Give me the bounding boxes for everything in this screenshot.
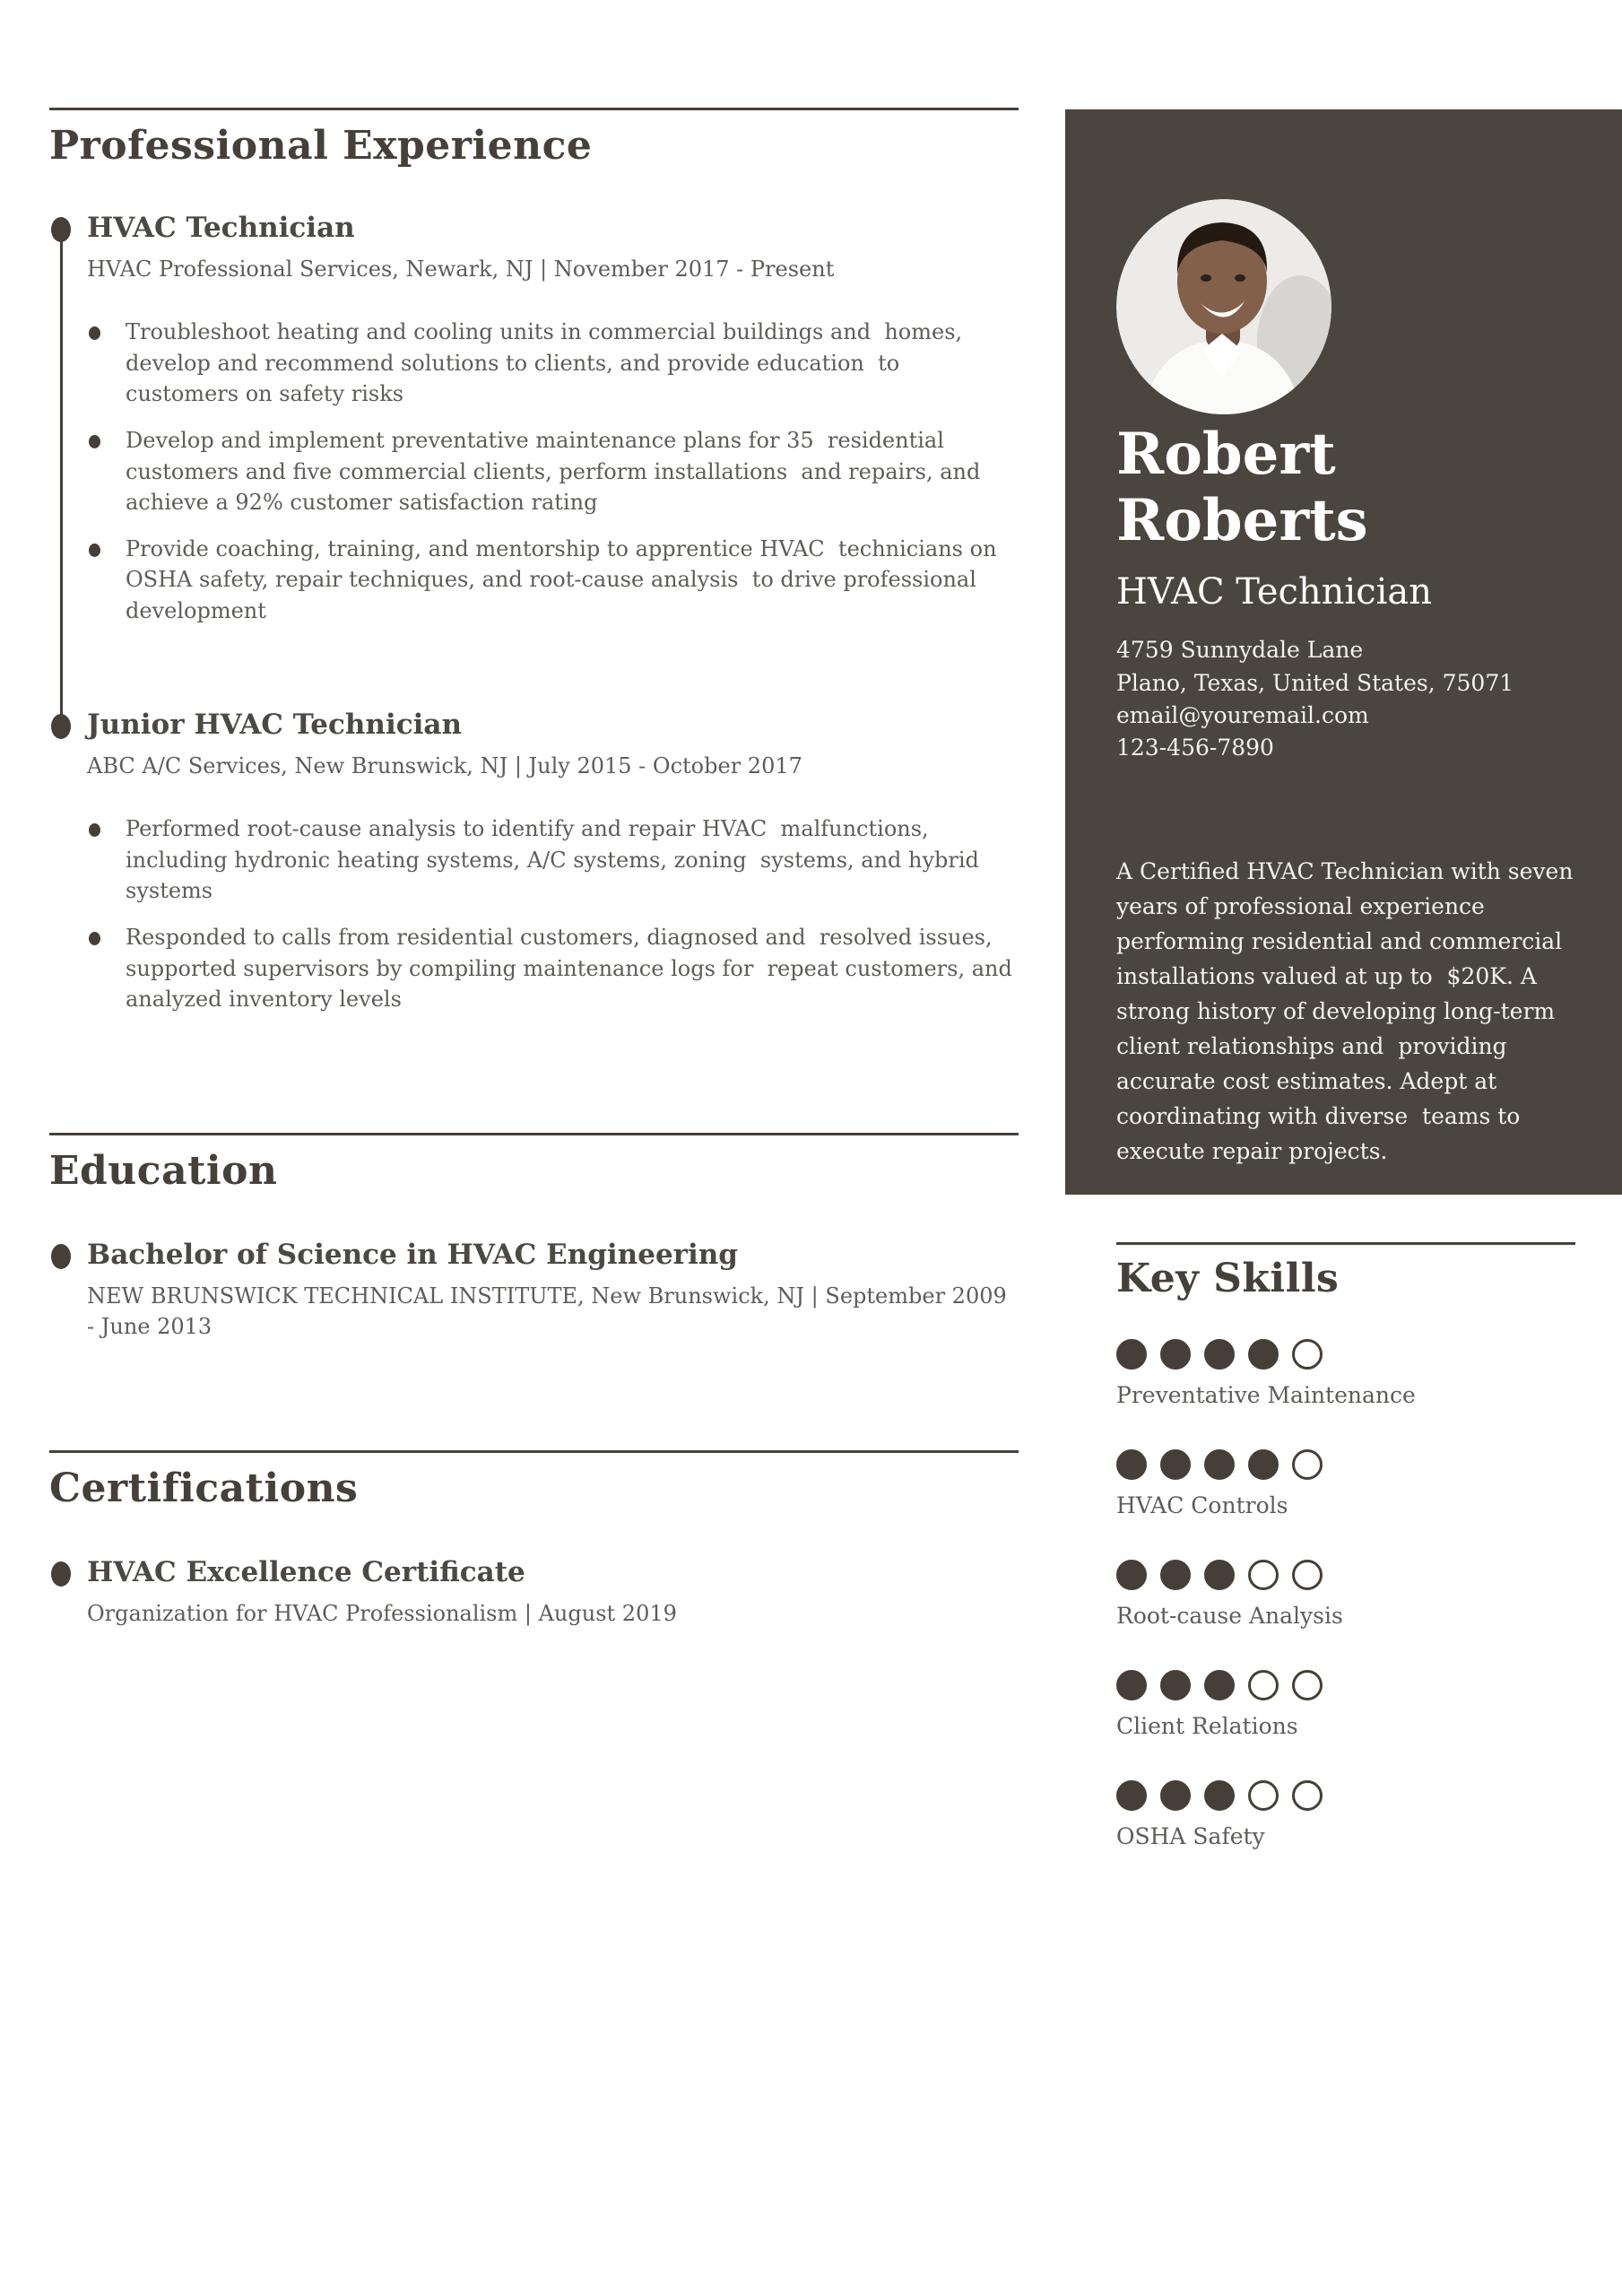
main-column (49, 0, 1019, 1629)
skill-dot-filled (1248, 1449, 1279, 1480)
job-bullet: Provide coaching, training, and mentorship to apprentice HVAC technicians on OSHA safety, repair techniques, and root-cause analysis to drive professional development (87, 534, 1013, 626)
skill-label: Root-cause Analysis (1116, 1603, 1343, 1629)
job-bullet: Performed root-cause analysis to identify and repair HVAC malfunctions, including hydronic heating systems, A/C systems, zoning systems, and hybrid systems (87, 813, 1013, 906)
skill-dot-filled (1160, 1670, 1191, 1700)
skill-dot-filled (1204, 1449, 1235, 1480)
skill-dot-filled (1204, 1560, 1235, 1590)
profile-photo (1116, 199, 1331, 414)
experience-heading: Professional Experience (49, 123, 593, 169)
profile-photo-illustration (1116, 199, 1331, 414)
skill-label: Preventative Maintenance (1116, 1382, 1416, 1408)
key-skills-section (1116, 1242, 1575, 1891)
contact-email: email@youremail.com (1116, 701, 1369, 728)
skill-dot-filled (1116, 1449, 1147, 1480)
skill-rating (1116, 1560, 1575, 1590)
certifications-section (49, 1450, 1019, 1629)
skill-rating (1116, 1670, 1575, 1700)
skill-label: OSHA Safety (1116, 1823, 1265, 1849)
skill-rating (1116, 1449, 1575, 1480)
person-first-name: Robert (1116, 421, 1336, 488)
job-bullet: Troubleshoot heating and cooling units in commercial buildings and homes, develop and recommend solutions to clients, and provide education to customers on safety risks (87, 317, 1013, 409)
skill-dot-filled (1116, 1339, 1147, 1370)
section-divider (49, 108, 1019, 110)
skill-item (1116, 1339, 1575, 1408)
skill-item (1116, 1670, 1575, 1739)
contact-address-line2: Plano, Texas, United States, 75071 (1116, 669, 1514, 696)
contact-phone: 123-456-7890 (1116, 735, 1274, 761)
skill-item (1116, 1560, 1575, 1629)
skill-label: Client Relations (1116, 1713, 1298, 1739)
skill-dot-empty (1248, 1780, 1279, 1811)
certifications-heading: Certifications (49, 1465, 359, 1511)
job-entry (49, 212, 1019, 626)
contact-address-line1: 4759 Sunnydale Lane (1116, 637, 1364, 664)
key-skills-heading: Key Skills (1116, 1256, 1340, 1301)
skill-dot-filled (1204, 1780, 1235, 1811)
job-title: HVAC Technician (87, 212, 355, 244)
skill-dot-empty (1248, 1670, 1279, 1700)
skill-dot-empty (1292, 1449, 1323, 1480)
skill-rating (1116, 1339, 1575, 1370)
person-last-name: Roberts (1116, 487, 1368, 555)
skill-dot-filled (1204, 1670, 1235, 1700)
skill-dot-filled (1116, 1560, 1147, 1590)
skill-item (1116, 1449, 1575, 1518)
skills-list (1116, 1339, 1575, 1849)
skill-dot-empty (1292, 1670, 1323, 1700)
skill-rating (1116, 1780, 1575, 1811)
contact-block (1116, 634, 1573, 764)
skill-dot-empty (1292, 1780, 1323, 1811)
education-heading: Education (49, 1148, 278, 1195)
skill-dot-empty (1292, 1560, 1323, 1590)
person-job-title: HVAC Technician (1116, 571, 1433, 613)
certification-meta: Organization for HVAC Professionalism | August 2019 (87, 1600, 677, 1626)
education-title: Bachelor of Science in HVAC Engineering (87, 1239, 738, 1272)
section-divider (1116, 1242, 1575, 1245)
skill-label: HVAC Controls (1116, 1492, 1288, 1518)
job-bullet: Responded to calls from residential customers, diagnosed and resolved issues, supported supervisors by compiling maintenance logs for repeat customers, and analyzed inventory levels (87, 922, 1013, 1014)
skill-dot-filled (1160, 1560, 1191, 1590)
certification-title: HVAC Excellence Certificate (87, 1555, 525, 1588)
section-divider (49, 1133, 1019, 1135)
job-meta: ABC A/C Services, New Brunswick, NJ | July 2015 - October 2017 (87, 753, 802, 779)
skill-dot-filled (1160, 1449, 1191, 1480)
skill-item (1116, 1780, 1575, 1849)
skill-dot-filled (1248, 1339, 1279, 1370)
job-entry (49, 709, 1019, 1014)
profile-panel (1065, 109, 1622, 1195)
skill-dot-filled (1204, 1339, 1235, 1370)
job-bullets (87, 813, 1019, 1014)
job-title: Junior HVAC Technician (87, 709, 463, 742)
education-entry (49, 1239, 1019, 1342)
skill-dot-empty (1292, 1339, 1323, 1370)
experience-section (49, 108, 1019, 1014)
education-section (49, 1133, 1019, 1342)
skill-dot-filled (1160, 1339, 1191, 1370)
professional-summary: A Certified HVAC Technician with seven years of professional experience performing residential and commercial installations valued at up to $20K. A strong history of developing long-term client relationships and providing accurate cost estimates. Adept at coordinating with diverse teams to execute repair projects. (1116, 858, 1581, 1165)
experience-timeline (49, 212, 1019, 1014)
education-meta: NEW BRUNSWICK TECHNICAL INSTITUTE, New Brunswick, NJ | September 2009 - June 2013 (87, 1283, 1007, 1340)
certification-entry (49, 1556, 1019, 1629)
job-bullet: Develop and implement preventative maintenance plans for 35 residential customers and five commercial clients, perform installations and repairs, and achieve a 92% customer satisfaction rating (87, 425, 1013, 517)
section-divider (49, 1450, 1019, 1453)
skill-dot-empty (1248, 1560, 1279, 1590)
skill-dot-filled (1116, 1670, 1147, 1700)
person-name (1116, 422, 1573, 554)
job-meta: HVAC Professional Services, Newark, NJ | November 2017 - Present (87, 257, 835, 283)
skill-dot-filled (1160, 1780, 1191, 1811)
job-bullets (87, 317, 1019, 626)
skill-dot-filled (1116, 1780, 1147, 1811)
